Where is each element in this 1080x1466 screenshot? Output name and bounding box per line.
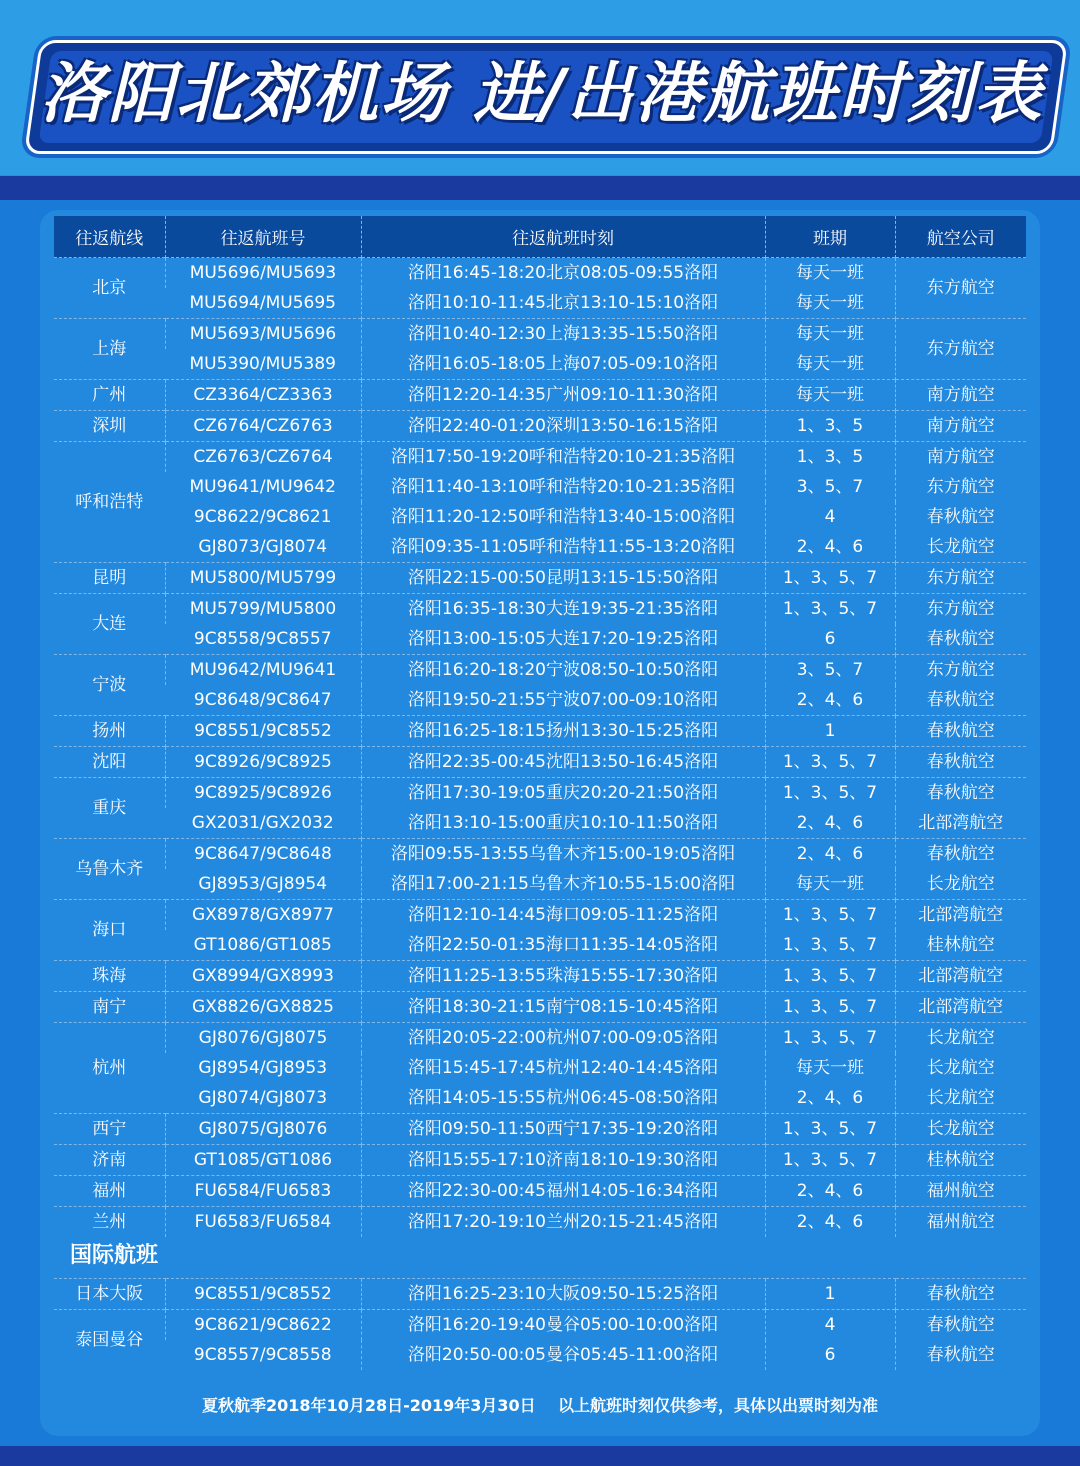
table-row: [54, 1053, 1026, 1083]
table-row: [54, 778, 1026, 809]
time-cell: 洛阳17:50-19:20呼和浩特20:10-21:35洛阳: [361, 442, 765, 473]
days-cell: 每天一班: [765, 319, 895, 350]
airline-cell: 东方航空: [895, 655, 1026, 686]
route-cell: 重庆: [54, 778, 165, 839]
time-cell: 洛阳20:50-00:05曼谷05:45-11:00洛阳: [361, 1340, 765, 1370]
flight-no-cell: CZ6764/CZ6763: [165, 411, 361, 442]
table-row: [54, 594, 1026, 625]
days-cell: 2、4、6: [765, 808, 895, 839]
table-row: [54, 1279, 1026, 1310]
flight-no-cell: 9C8551/9C8552: [165, 716, 361, 747]
airline-cell: 春秋航空: [895, 716, 1026, 747]
airline-cell: 长龙航空: [895, 1114, 1026, 1145]
time-cell: 洛阳16:25-18:15扬州13:30-15:25洛阳: [361, 716, 765, 747]
days-cell: 4: [765, 502, 895, 532]
flight-no-cell: MU5800/MU5799: [165, 563, 361, 594]
days-cell: 6: [765, 1340, 895, 1370]
footer-divider: [0, 1446, 1080, 1466]
days-cell: 每天一班: [765, 288, 895, 319]
flight-no-cell: MU9642/MU9641: [165, 655, 361, 686]
airline-cell: 长龙航空: [895, 1023, 1026, 1054]
days-cell: 1、3、5、7: [765, 930, 895, 961]
flight-no-cell: 9C8557/9C8558: [193, 1345, 332, 1365]
airline-cell: 桂林航空: [895, 1145, 1026, 1176]
table-row: [54, 992, 1026, 1023]
route-cell: 南宁: [54, 992, 165, 1023]
airline-cell: 春秋航空: [895, 1279, 1026, 1310]
time-cell: 洛阳09:55-13:55乌鲁木齐15:00-19:05洛阳: [361, 839, 765, 870]
table-row: [54, 655, 1026, 686]
route-cell: 深圳: [54, 411, 165, 442]
table-row: [54, 563, 1026, 594]
route-cell: 扬州: [54, 716, 165, 747]
flight-no-cell: MU5694/MU5695: [189, 293, 336, 313]
table-row: [54, 472, 1026, 502]
header-route: 往返航线: [54, 216, 165, 258]
flight-no-cell: MU5390/MU5389: [189, 354, 336, 374]
airline-cell: 东方航空: [895, 319, 1026, 380]
header-airline: 航空公司: [895, 216, 1026, 258]
table-row: [54, 930, 1026, 961]
flight-no-cell: 9C8621/9C8622: [165, 1310, 361, 1341]
table-row: [54, 1340, 1026, 1370]
days-cell: 2、4、6: [765, 532, 895, 563]
airline-cell: 春秋航空: [895, 778, 1026, 809]
table-row: [54, 839, 1026, 870]
time-cell: 洛阳18:30-21:15南宁08:15-10:45洛阳: [361, 992, 765, 1023]
time-cell: 洛阳15:45-17:45杭州12:40-14:45洛阳: [361, 1053, 765, 1083]
airline-cell: 春秋航空: [895, 747, 1026, 778]
table-row: [54, 1310, 1026, 1341]
table-row: [54, 532, 1026, 563]
route-cell: 昆明: [54, 563, 165, 594]
route-cell: 大连: [54, 594, 165, 655]
flight-no-cell: CZ3364/CZ3363: [165, 380, 361, 411]
time-cell: 洛阳11:20-12:50呼和浩特13:40-15:00洛阳: [361, 502, 765, 532]
page-title: 洛阳北郊机场 进/出港航班时刻表: [40, 55, 1044, 132]
airline-cell: 桂林航空: [895, 930, 1026, 961]
days-cell: 3、5、7: [765, 655, 895, 686]
header-days: 班期: [765, 216, 895, 258]
flight-no-cell: MU5693/MU5696: [165, 319, 361, 350]
route-cell: 沈阳: [54, 747, 165, 778]
days-cell: 2、4、6: [765, 1207, 895, 1238]
days-cell: 1、3、5、7: [765, 1145, 895, 1176]
time-cell: 洛阳13:00-15:05大连17:20-19:25洛阳: [361, 624, 765, 655]
days-cell: 每天一班: [765, 1053, 895, 1083]
airline-cell: 东方航空: [895, 472, 1026, 502]
time-cell: 洛阳11:25-13:55珠海15:55-17:30洛阳: [361, 961, 765, 992]
time-cell: 洛阳16:20-18:20宁波08:50-10:50洛阳: [361, 655, 765, 686]
flight-no-cell: GJ8075/GJ8076: [165, 1114, 361, 1145]
days-cell: 1、3、5: [765, 411, 895, 442]
time-cell: 洛阳16:35-18:30大连19:35-21:35洛阳: [361, 594, 765, 625]
flight-no-cell: 9C8558/9C8557: [193, 629, 332, 649]
route-cell: 乌鲁木齐: [54, 839, 165, 900]
table-row: [54, 349, 1026, 380]
time-cell: 洛阳10:40-12:30上海13:35-15:50洛阳: [361, 319, 765, 350]
route-cell: 上海: [54, 319, 165, 380]
time-cell: 洛阳12:20-14:35广州09:10-11:30洛阳: [361, 380, 765, 411]
flight-no-cell: 9C8648/9C8647: [193, 690, 332, 710]
days-cell: 1、3、5、7: [765, 1114, 895, 1145]
airline-cell: 春秋航空: [895, 624, 1026, 655]
table-row: [54, 685, 1026, 716]
route-cell: 泰国曼谷: [54, 1310, 165, 1371]
flight-no-cell: FU6583/FU6584: [165, 1207, 361, 1238]
table-row: [54, 716, 1026, 747]
table-row: [54, 502, 1026, 532]
table-row: [54, 411, 1026, 442]
time-cell: 洛阳12:10-14:45海口09:05-11:25洛阳: [361, 900, 765, 931]
flight-no-cell: 9C8622/9C8621: [193, 507, 332, 527]
days-cell: 1、3、5: [765, 442, 895, 473]
days-cell: 2、4、6: [765, 839, 895, 870]
table-row: [54, 319, 1026, 350]
table-row: [54, 747, 1026, 778]
flight-no-cell: GJ8073/GJ8074: [198, 537, 328, 557]
airline-cell: 春秋航空: [895, 685, 1026, 716]
airline-cell: 福州航空: [895, 1207, 1026, 1238]
table-row: [54, 1083, 1026, 1114]
airline-cell: 东方航空: [895, 594, 1026, 625]
route-cell: 呼和浩特: [54, 442, 165, 563]
days-cell: 1、3、5、7: [765, 747, 895, 778]
table-row: [54, 380, 1026, 411]
days-cell: 每天一班: [765, 258, 895, 289]
time-cell: 洛阳13:10-15:00重庆10:10-11:50洛阳: [361, 808, 765, 839]
route-cell: 杭州: [54, 1023, 165, 1114]
airline-cell: 长龙航空: [895, 1083, 1026, 1114]
time-cell: 洛阳20:05-22:00杭州07:00-09:05洛阳: [361, 1023, 765, 1054]
airline-cell: 春秋航空: [895, 839, 1026, 870]
days-cell: 1、3、5、7: [765, 563, 895, 594]
table-row: [54, 1207, 1026, 1238]
days-cell: 每天一班: [765, 380, 895, 411]
time-cell: 洛阳16:05-18:05上海07:05-09:10洛阳: [361, 349, 765, 380]
days-cell: 4: [765, 1310, 895, 1341]
days-cell: 1: [765, 1279, 895, 1310]
airline-cell: 春秋航空: [895, 502, 1026, 532]
flight-no-cell: MU9641/MU9642: [189, 477, 336, 497]
table-row: [54, 900, 1026, 931]
flight-no-cell: GT1085/GT1086: [165, 1145, 361, 1176]
time-cell: 洛阳22:35-00:45沈阳13:50-16:45洛阳: [361, 747, 765, 778]
flight-no-cell: GJ8076/GJ8075: [165, 1023, 361, 1054]
time-cell: 洛阳11:40-13:10呼和浩特20:10-21:35洛阳: [361, 472, 765, 502]
table-row: [54, 1023, 1026, 1054]
flight-no-cell: GJ8953/GJ8954: [198, 874, 328, 894]
airline-cell: 春秋航空: [895, 1340, 1026, 1370]
days-cell: 1、3、5、7: [765, 594, 895, 625]
airline-cell: 南方航空: [895, 380, 1026, 411]
flight-no-cell: GJ8954/GJ8953: [198, 1058, 328, 1078]
route-cell: 海口: [54, 900, 165, 961]
airline-cell: 东方航空: [895, 258, 1026, 319]
time-cell: 洛阳22:30-00:45福州14:05-16:34洛阳: [361, 1176, 765, 1207]
days-cell: 1、3、5、7: [765, 992, 895, 1023]
time-cell: 洛阳16:45-18:20北京08:05-09:55洛阳: [361, 258, 765, 289]
airline-cell: 春秋航空: [895, 1310, 1026, 1341]
days-cell: 1、3、5、7: [765, 900, 895, 931]
route-cell: 兰州: [54, 1207, 165, 1238]
route-cell: 济南: [54, 1145, 165, 1176]
days-cell: 2、4、6: [765, 1176, 895, 1207]
airline-cell: 东方航空: [895, 563, 1026, 594]
flight-no-cell: GJ8074/GJ8073: [198, 1088, 328, 1108]
flight-no-cell: GX8978/GX8977: [165, 900, 361, 931]
time-cell: 洛阳15:55-17:10济南18:10-19:30洛阳: [361, 1145, 765, 1176]
header-flight-no: 往返航班号: [165, 216, 361, 258]
airline-cell: 长龙航空: [895, 869, 1026, 900]
flight-no-cell: 9C8647/9C8648: [165, 839, 361, 870]
international-schedule-table: [54, 1278, 1026, 1370]
flight-no-cell: GX8994/GX8993: [165, 961, 361, 992]
footer-note: 夏秋航季2018年10月28日-2019年3月30日 以上航班时刻仅供参考，具体以出票时刻为准: [202, 1396, 878, 1415]
table-row: [54, 1176, 1026, 1207]
days-cell: 3、5、7: [765, 472, 895, 502]
route-cell: 北京: [54, 258, 165, 319]
table-row: [54, 442, 1026, 473]
flight-no-cell: GX2031/GX2032: [191, 813, 334, 833]
flight-no-cell: GT1086/GT1085: [193, 935, 332, 955]
days-cell: 每天一班: [765, 869, 895, 900]
header-divider: [0, 176, 1080, 200]
table-row: [54, 258, 1026, 289]
table-row: [54, 961, 1026, 992]
airline-cell: 北部湾航空: [895, 900, 1026, 931]
time-cell: 洛阳19:50-21:55宁波07:00-09:10洛阳: [361, 685, 765, 716]
airline-cell: 北部湾航空: [895, 961, 1026, 992]
days-cell: 1、3、5、7: [765, 961, 895, 992]
time-cell: 洛阳09:50-11:50西宁17:35-19:20洛阳: [361, 1114, 765, 1145]
flight-no-cell: FU6584/FU6583: [165, 1176, 361, 1207]
table-row: [54, 808, 1026, 839]
days-cell: 每天一班: [765, 349, 895, 380]
days-cell: 1、3、5、7: [765, 1023, 895, 1054]
airline-cell: 福州航空: [895, 1176, 1026, 1207]
time-cell: 洛阳22:15-00:50昆明13:15-15:50洛阳: [361, 563, 765, 594]
international-section-title: 国际航班: [70, 1243, 159, 1268]
days-cell: 2、4、6: [765, 1083, 895, 1114]
table-row: [54, 288, 1026, 319]
days-cell: 2、4、6: [765, 685, 895, 716]
airline-cell: 长龙航空: [895, 532, 1026, 563]
flight-no-cell: CZ6763/CZ6764: [165, 442, 361, 473]
time-cell: 洛阳22:50-01:35海口11:35-14:05洛阳: [361, 930, 765, 961]
domestic-schedule-table: [54, 216, 1026, 1237]
table-row: [54, 869, 1026, 900]
time-cell: 洛阳16:25-23:10大阪09:50-15:25洛阳: [361, 1279, 765, 1310]
route-cell: 珠海: [54, 961, 165, 992]
flight-no-cell: MU5799/MU5800: [165, 594, 361, 625]
table-row: [54, 1114, 1026, 1145]
airline-cell: 南方航空: [895, 442, 1026, 473]
days-cell: 1: [765, 716, 895, 747]
airline-cell: 南方航空: [895, 411, 1026, 442]
table-row: [54, 1145, 1026, 1176]
header-time: 往返航班时刻: [361, 216, 765, 258]
route-cell: 日本大阪: [54, 1279, 165, 1310]
time-cell: 洛阳17:30-19:05重庆20:20-21:50洛阳: [361, 778, 765, 809]
route-cell: 宁波: [54, 655, 165, 716]
flight-no-cell: MU5696/MU5693: [165, 258, 361, 289]
time-cell: 洛阳16:20-19:40曼谷05:00-10:00洛阳: [361, 1310, 765, 1341]
airline-cell: 北部湾航空: [895, 808, 1026, 839]
time-cell: 洛阳17:00-21:15乌鲁木齐10:55-15:00洛阳: [361, 869, 765, 900]
days-cell: 1、3、5、7: [765, 778, 895, 809]
time-cell: 洛阳17:20-19:10兰州20:15-21:45洛阳: [361, 1207, 765, 1238]
time-cell: 洛阳09:35-11:05呼和浩特11:55-13:20洛阳: [361, 532, 765, 563]
flight-no-cell: GX8826/GX8825: [165, 992, 361, 1023]
time-cell: 洛阳10:10-11:45北京13:10-15:10洛阳: [361, 288, 765, 319]
airline-cell: 北部湾航空: [895, 992, 1026, 1023]
route-cell: 广州: [54, 380, 165, 411]
time-cell: 洛阳22:40-01:20深圳13:50-16:15洛阳: [361, 411, 765, 442]
table-row: [54, 624, 1026, 655]
route-cell: 福州: [54, 1176, 165, 1207]
flight-no-cell: 9C8551/9C8552: [165, 1279, 361, 1310]
days-cell: 6: [765, 624, 895, 655]
table-header-row: [54, 216, 1026, 258]
flight-no-cell: 9C8926/9C8925: [165, 747, 361, 778]
airline-cell: 长龙航空: [895, 1053, 1026, 1083]
route-cell: 西宁: [54, 1114, 165, 1145]
flight-no-cell: 9C8925/9C8926: [165, 778, 361, 809]
time-cell: 洛阳14:05-15:55杭州06:45-08:50洛阳: [361, 1083, 765, 1114]
